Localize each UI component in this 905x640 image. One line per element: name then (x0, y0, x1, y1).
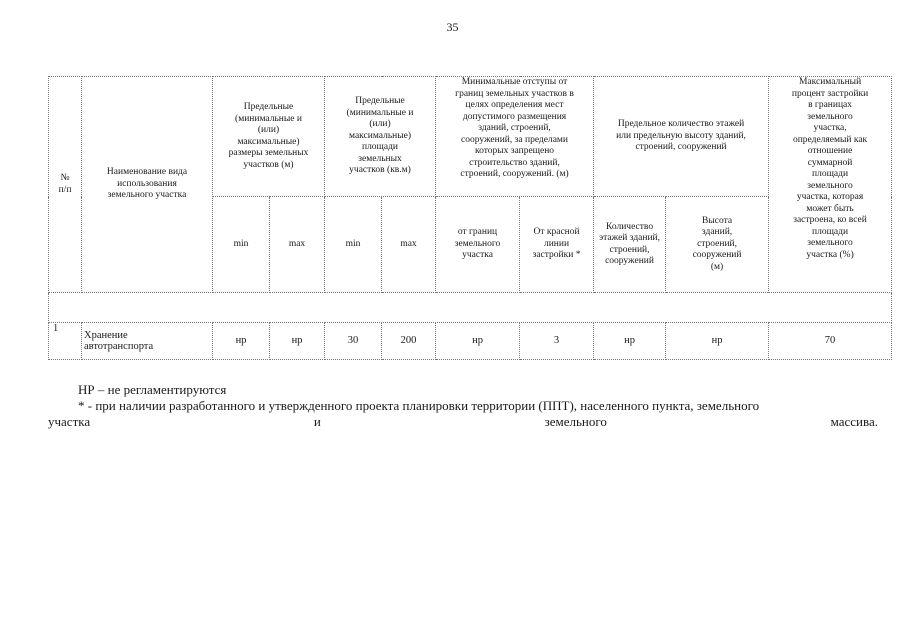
footnote-word: массива. (830, 414, 878, 429)
header-floors-height: Предельное количество этажей или предельную высоту зданий, строений, сооружений (594, 77, 769, 197)
header-plot-area: Предельные (минимальные и (или) максимальные) площади земельных участков (кв.м) (325, 77, 436, 197)
row-building-height: нр (666, 323, 769, 360)
header-setbacks: Минимальные отступы от границ земельных участков в целях определения мест допустимого размещения зданий, строений, сооружений, за пределами которых запрещено строительство зданий, строений, сооружений. (м) (436, 77, 594, 197)
footnote-word: участка (48, 414, 91, 429)
subheader-building-height: Высота зданий, строений, сооружений (м) (666, 197, 769, 293)
header-plot-size: Предельные (минимальные и (или) максимальные) размеры земельных участков (м) (213, 77, 325, 197)
footnote-asterisk: * - при наличии разработанного и утвержденного проекта планировки территории (ППТ), населенного пункта, земельного (78, 398, 760, 413)
subheader-area-min: min (325, 197, 382, 293)
header-row (49, 77, 892, 197)
footnote-asterisk-continuation (48, 414, 878, 430)
subheader-area-max: max (382, 197, 436, 293)
subheader-setback-border: от границ земельного участка (436, 197, 520, 293)
subheader-size-min: min (213, 197, 270, 293)
header-use-name: Наименование вида использования земельного участка (82, 77, 213, 293)
header-num: № п/п (49, 77, 82, 293)
footnote-nr: НР – не регламентируются (78, 382, 227, 397)
footnotes (48, 382, 878, 430)
row-size-min: нр (213, 323, 270, 360)
row-max-coverage: 70 (769, 323, 892, 360)
row-num: 1 (49, 323, 82, 360)
land-use-regulations-table (48, 76, 892, 360)
page-number: 35 (446, 20, 459, 34)
row-setback-border: нр (436, 323, 520, 360)
empty-spacer-row (49, 293, 892, 323)
subheader-size-max: max (270, 197, 325, 293)
table-row (49, 323, 892, 360)
row-area-min: 30 (325, 323, 382, 360)
subheader-setback-redline: От красной линии застройки * (520, 197, 594, 293)
row-floors-count: нр (594, 323, 666, 360)
row-area-max: 200 (382, 323, 436, 360)
footnote-word: и (313, 414, 321, 429)
footnote-word: земельного (544, 414, 607, 429)
row-setback-redline: 3 (520, 323, 594, 360)
row-use-name: Хранение автотранспорта (82, 323, 213, 360)
empty-cell (49, 293, 892, 323)
header-max-coverage: Максимальный процент застройки в границах земельного участка, определяемый как отношение суммарной площади земельного участка, которая может быть застроена, ко всей площади земельного участка (%) (769, 77, 892, 293)
subheader-floors-count: Количество этажей зданий, строений, сооружений (594, 197, 666, 293)
row-size-max: нр (270, 323, 325, 360)
